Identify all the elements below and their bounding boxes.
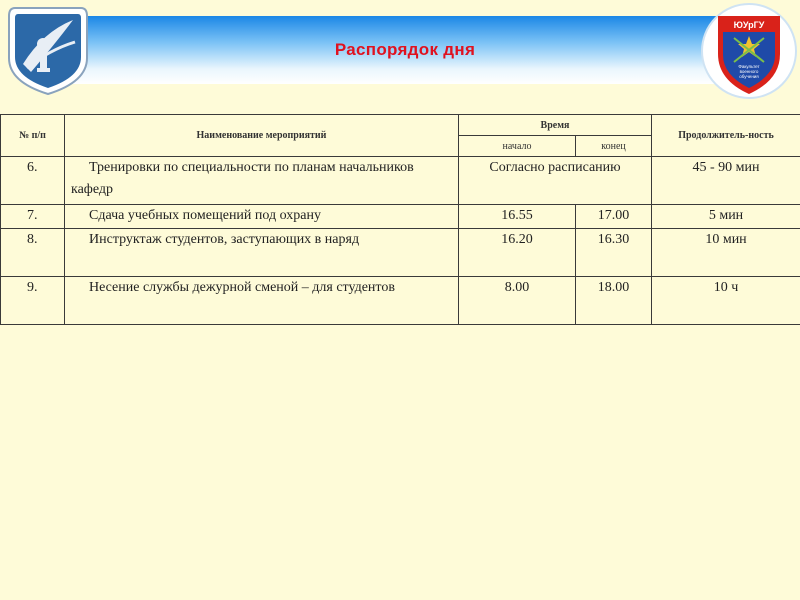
row-name: Сдача учебных помещений под охрану: [65, 205, 459, 229]
row-number: 7.: [1, 205, 65, 229]
row-end: 17.00: [576, 205, 652, 229]
header-duration: Продолжитель-ность: [652, 115, 800, 157]
table-row: [1, 229, 800, 277]
row-number: 6.: [1, 157, 65, 205]
university-emblem-icon: [3, 2, 93, 98]
row-end: 16.30: [576, 229, 652, 277]
row-start: 8.00: [459, 277, 576, 325]
row-duration: 45 - 90 мин: [652, 157, 800, 205]
row-name: Несение службы дежурной сменой – для студентов: [65, 277, 459, 325]
table-row: [1, 205, 800, 229]
row-name: Инструктаж студентов, заступающих в наряд: [65, 229, 459, 277]
table-row: [1, 157, 800, 205]
header-number: № п/п: [1, 115, 65, 157]
svg-text:Факультет: Факультет: [738, 64, 760, 69]
schedule-table: [0, 114, 800, 325]
header-name: Наименование мероприятий: [65, 115, 459, 157]
row-duration: 10 мин: [652, 229, 800, 277]
table-row: [1, 277, 800, 325]
row-number: 9.: [1, 277, 65, 325]
row-duration: 10 ч: [652, 277, 800, 325]
row-start: 16.20: [459, 229, 576, 277]
header-time: Время: [459, 115, 652, 136]
row-time-merged: Согласно расписанию: [459, 157, 652, 205]
page-title: Распорядок дня: [334, 40, 476, 59]
faculty-shield-icon: [700, 2, 798, 100]
row-start: 16.55: [459, 205, 576, 229]
row-duration: 5 мин: [652, 205, 800, 229]
svg-text:военного: военного: [739, 69, 759, 74]
row-number: 8.: [1, 229, 65, 277]
header-end: конец: [576, 136, 652, 157]
row-end: 18.00: [576, 277, 652, 325]
header-start: начало: [459, 136, 576, 157]
title-banner: [66, 16, 744, 84]
svg-text:ЮУрГУ: ЮУрГУ: [733, 20, 765, 30]
row-name: Тренировки по специальности по планам начальников кафедр: [65, 157, 459, 205]
svg-text:обучения: обучения: [739, 74, 759, 79]
